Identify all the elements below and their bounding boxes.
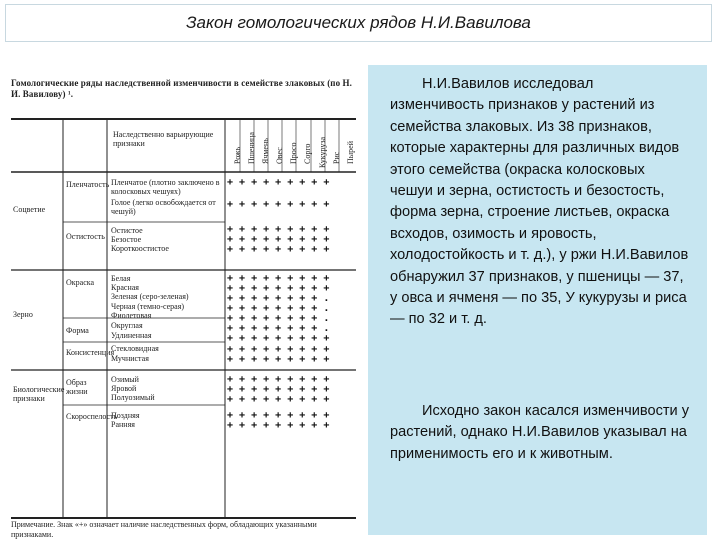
feature-white: Белая	[111, 274, 131, 283]
plus-row: + + + + + + + + +	[227, 354, 330, 365]
feature-late: Поздняя	[111, 411, 140, 420]
plus-row: + + + + + + + + .	[227, 313, 330, 324]
paragraph-2: Исходно закон касался изменчивости у растений, однако Н.И.Вавилов указывал на применимость его и к животным.	[390, 403, 690, 462]
subgroup-consistency: Консистенция	[66, 348, 115, 357]
feature-violet: Фиолетовая	[111, 311, 152, 320]
species-rye: Рожь	[233, 146, 242, 164]
plus-row: + + + + + + + + .	[227, 293, 330, 304]
plus-row: + + + + + + + + +	[227, 244, 330, 255]
plus-row: + + + + + + + + +	[227, 344, 330, 355]
subgroup-shape: Форма	[66, 326, 89, 335]
plus-row: + + + + + + + + +	[227, 333, 330, 344]
vavilov-table-image	[5, 73, 361, 539]
plus-row: + + + + + + + + .	[227, 323, 330, 334]
feature-green: Зеленая (серо-зеленая)	[111, 292, 189, 301]
species-header	[225, 120, 356, 172]
plus-row: + + + + + + + + +	[227, 177, 330, 188]
plus-row: + + + + + + + + +	[227, 224, 330, 235]
feature-awned: Остистое	[111, 226, 143, 235]
feature-awnless: Безостое	[111, 235, 142, 244]
species-sorghum: Сорго	[303, 143, 312, 164]
feature-header: Наследственно варьирующие признаки	[113, 130, 214, 148]
feature-glassy: Стекловидная	[111, 344, 159, 353]
table-note: Примечание. Знак «+» означает наличие наследственных форм, обладающих указанными признаками.	[11, 520, 317, 539]
feature-elongated: Удлиненная	[111, 331, 152, 340]
plus-row: + + + + + + + + .	[227, 303, 330, 314]
feature-round: Округлая	[111, 321, 143, 330]
feature-spring: Яровой	[111, 384, 137, 393]
feature-black: Черная (темно-серая)	[111, 302, 185, 311]
plus-row: + + + + + + + + +	[227, 283, 330, 294]
species-oats: Овес	[275, 147, 284, 164]
plus-row: + + + + + + + + +	[227, 394, 330, 405]
group-grain: Зерно	[13, 310, 33, 319]
subgroup-color: Окраска	[66, 278, 95, 287]
plus-row: + + + + + + + + +	[227, 384, 330, 395]
table-heading: Гомологические ряды наследственной изменчивости в семействе злаковых (по Н. И. Вавилову) ¹.	[11, 78, 352, 99]
text-panel	[368, 65, 707, 535]
species-barley: Ячмень	[261, 138, 270, 164]
species-couch-grass: Пырей	[346, 141, 355, 164]
subgroup-lifestyle: Образ жизни	[66, 378, 88, 396]
feature-red: Красная	[111, 283, 139, 292]
homologous-series-table	[11, 118, 356, 519]
subgroup-chaffiness: Пленчатость	[66, 180, 110, 189]
species-corn: Кукуруза	[318, 136, 327, 168]
species-rice: Рис	[332, 151, 341, 164]
group-biological: Биологические признаки	[13, 385, 65, 403]
subgroup-awns: Остистость	[66, 232, 105, 241]
paragraph-1: Н.И.Вавилов исследовал изменчивость признаков у растений из семейства злаковых. Из 38 признаков, которые характерны для различных видов этого семейства (окраска колосковых чешуи и зерна, остистость и безостость, форма зерна, строение листьев, окраска всходов, озимость и яровость, холодостойкость и т. д.), у ржи Н.И.Вавилов обнаружил 37 признаков, у пшеницы — 37, у овса и ячменя — по 35, У кукурузы и риса — по 32 и т. д.	[390, 76, 689, 328]
plus-row: + + + + + + + + +	[227, 199, 330, 210]
feature-short-awned: Короткоостистое	[111, 244, 169, 253]
feature-winter: Озимый	[111, 375, 139, 384]
species-wheat: Пшеница	[247, 132, 256, 164]
plus-row: + + + + + + + + +	[227, 273, 330, 284]
feature-chaffy: Пленчатое (плотно заключено в колосковых чешуях)	[111, 178, 220, 196]
feature-mealy: Мучнистая	[111, 354, 149, 363]
plus-row: + + + + + + + + +	[227, 420, 330, 431]
group-inflorescence: Соцветие	[13, 205, 46, 214]
subgroup-earliness: Скороспелость	[66, 412, 118, 421]
slide-title: Закон гомологических рядов Н.И.Вавилова	[186, 13, 531, 32]
slide-title-bar	[5, 4, 712, 42]
plus-row: + + + + + + + + +	[227, 234, 330, 245]
feature-naked: Голое (легко освобождается от чешуй)	[111, 198, 216, 216]
plus-row: + + + + + + + + +	[227, 410, 330, 421]
plus-row: + + + + + + + + +	[227, 374, 330, 385]
feature-semi-winter: Полуозимый	[111, 393, 155, 402]
feature-early: Ранняя	[111, 420, 135, 429]
species-millet: Просо	[289, 142, 298, 164]
